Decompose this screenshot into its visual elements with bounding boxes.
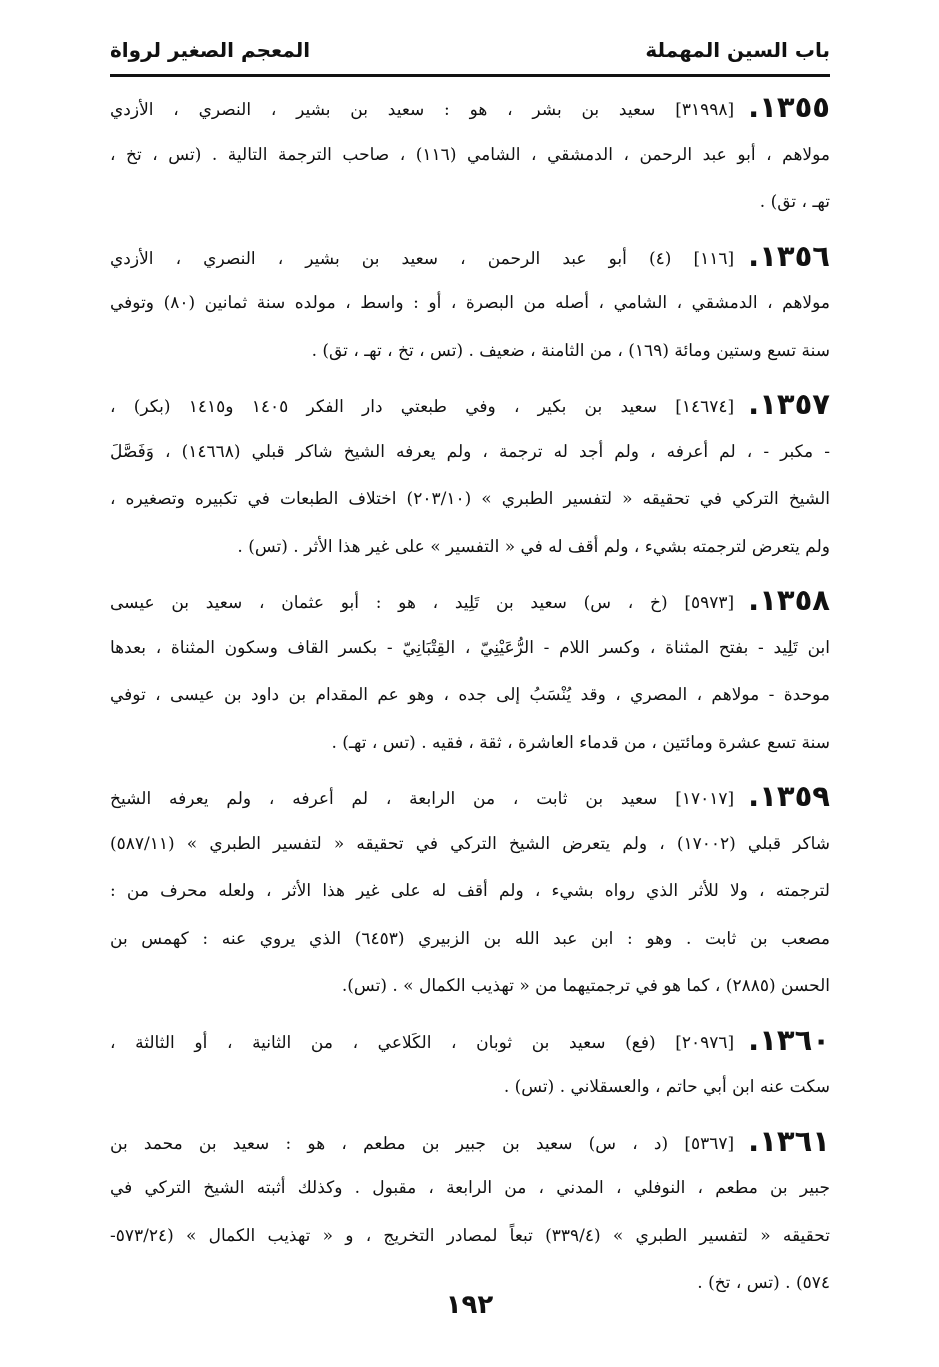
entry-line: تهـ ، تق) .	[759, 192, 830, 212]
entry-line: جبير بن مطعم ، النوفلي ، المدني ، من الرابعة ، مقبول . وكذلك أثبته الشيخ التركي في	[110, 1178, 830, 1198]
entry-line: شاكر قبلي (١٧٠٠٢) ، ولم يتعرض الشيخ التركي في تحقيقه « لتفسير الطبري » (٥٨٧/١١)	[110, 833, 830, 854]
header-chapter-title: باب السين المهملة	[645, 38, 830, 62]
entry-number: ١٣٦٠.	[748, 1022, 830, 1057]
entry-line: - مكبر - ، لم أعرفه ، ولم أجد له ترجمة ، ولم يعرفه الشيخ شاكر قبلي (١٤٦٦٨) ، وَفَصَّلَ	[110, 441, 830, 462]
entry-line-text: [١٤٦٧٤] سعيد بن بكير ، وفي طبعتي دار الفكر ١٤٠٥ و١٤١٥ (بكر) ،	[110, 397, 735, 417]
entry-number: ١٣٥٨.	[748, 583, 830, 617]
entry-line: لترجمته ، ولا للأثر الذي رواه بشيء ، ولم أقف له على غير هذا الأثر ، ولعله محرف من :	[110, 881, 830, 901]
entry-line-text: [٥٣٦٧] (د ، س) سعيد بن جبير بن مطعم ، هو : سعيد بن محمد بن	[110, 1133, 735, 1154]
entry-line: سنة تسع عشرة ومائتين ، من قدماء العاشرة ، ثقة ، فقيه . (تس ، تهـ) .	[331, 732, 830, 753]
entry-line: مصعب بن ثابت . وهو : ابن عبد الله بن الزبيري (٦٤٥٣) الذي يروي عنه : كهمس بن	[110, 928, 830, 949]
entry-line	[110, 773, 830, 821]
header-rule	[110, 74, 830, 77]
entry-number: ١٣٥٩.	[748, 779, 830, 813]
entry-1357	[110, 381, 830, 571]
entry-line-text: [٥٩٧٣] (خ ، س) سعيد بن تَلِيد ، هو : أبو عثمان ، سعيد بن عيسى	[110, 593, 735, 613]
entry-line: ابن تَلِيد - بفتح المثناة ، وكسر اللام - الرُّعَيْنِيّ ، القِتْبَانِيّ - بكسر القاف وسكون المثناة ، بعدها	[110, 637, 830, 658]
entry-line	[110, 84, 830, 132]
entry-line: ٥٧٤) . (تس ، تخ) .	[697, 1273, 830, 1293]
entry-number: ١٣٥٦.	[748, 238, 830, 273]
entries-body	[110, 84, 830, 1314]
entry-1360	[110, 1017, 830, 1112]
entry-line: موحدة - مولاهم ، المصري ، وقد يُنْسَبُ إلى جده ، وهو عم المقدام بن داود بن عيسى ، توفي	[110, 685, 830, 705]
entry-line-text: [٣١٩٩٨] سعيد بن بشر ، هو : سعيد بن بشير ، النصري ، الأزدي	[110, 100, 735, 120]
entry-line: ولم يتعرض لترجمته بشيء ، ولم أقف له في « التفسير » على غير هذا الأثر . (تس) .	[237, 536, 830, 557]
entry-line	[110, 1118, 830, 1166]
entry-1358	[110, 577, 830, 767]
entry-line: تحقيقه « لتفسير الطبري » (٣٣٩/٤) تبعاً لمصادر التخريج ، و « تهذيب الكمال » (٥٧٣/٢٤-	[110, 1225, 830, 1246]
entry-number: ١٣٦١.	[748, 1123, 830, 1158]
entry-line	[110, 1017, 830, 1065]
running-header	[110, 30, 830, 70]
header-book-title: المعجم الصغير لرواة	[110, 38, 311, 62]
entry-line: مولاهم ، أبو عبد الرحمن ، الدمشقي ، الشامي (١١٦) ، صاحب الترجمة التالية . (تس ، تخ ،	[110, 144, 830, 165]
entry-line	[110, 233, 830, 281]
entry-line	[110, 381, 830, 429]
entry-line: سكت عنه ابن أبي حاتم ، والعسقلاني . (تس) .	[503, 1077, 830, 1097]
entry-line: سنة تسع وستين ومائة (١٦٩) ، من الثامنة ، ضعيف . (تس ، تخ ، تهـ ، تق) .	[311, 340, 830, 361]
entry-number: ١٣٥٧.	[748, 387, 830, 421]
entry-line-text: [١٧٠١٧] سعيد بن ثابت ، من الرابعة ، لم أعرفه ، ولم يعرفه الشيخ	[110, 789, 735, 809]
entry-1361	[110, 1118, 830, 1308]
entry-number: ١٣٥٥.	[748, 90, 830, 124]
entry-line	[110, 577, 830, 625]
entry-line-text: [١١٦] (٤) أبو عبد الرحمن ، سعيد بن بشير ، النصري ، الأزدي	[110, 248, 735, 269]
entry-line-text: [٢٠٩٧٦] (فع) سعيد بن ثوبان ، الكَلاعي ، من الثانية ، أو الثالثة ،	[110, 1032, 735, 1053]
entry-1359	[110, 773, 830, 1011]
entry-1356	[110, 233, 830, 376]
entry-1355	[110, 84, 830, 227]
page-number: ١٩٢	[445, 1290, 494, 1320]
entry-line: مولاهم ، الدمشقي ، الشامي ، أصله من البصرة ، أو : واسط ، مولده سنة ثمانين (٨٠) وتوفي	[110, 293, 830, 313]
entry-line: الشيخ التركي في تحقيقه « لتفسير الطبري » (٢٠٣/١٠) اختلاف الطبعات في تكبيره وتصغيره ،	[110, 489, 830, 509]
entry-line: الحسن (٢٨٨٥) ، كما هو في ترجمتيهما من « تهذيب الكمال » . (تس).	[341, 976, 830, 996]
